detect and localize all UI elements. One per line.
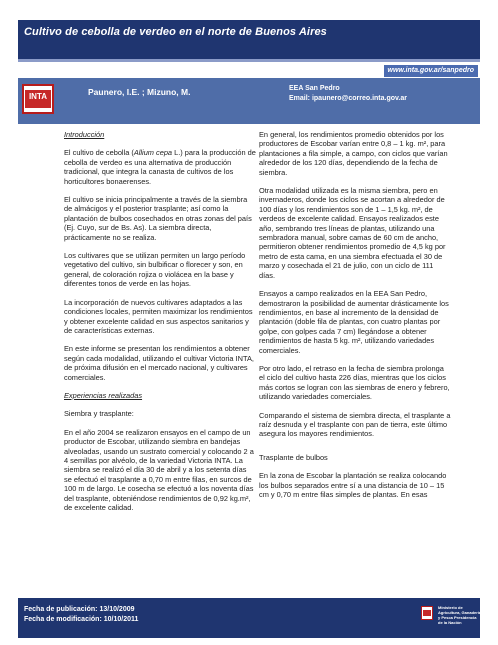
modification-date: Fecha de modificación: 10/10/2011 [24, 616, 139, 623]
ministry-text: Ministerio de Agricultura, Ganadería y Pesca Presidencia de la Nación [438, 605, 482, 625]
intro-p1-text-a: El cultivo de cebolla ( [64, 148, 134, 158]
document-page [18, 20, 480, 638]
url-strip [18, 65, 480, 77]
footer-inta-logo [421, 606, 433, 620]
intro-paragraph-5: En este informe se presentan los rendimientos a obtener según cada modalidad, utilizando el cultivar Victoria INTA, de próxima difusión en el mercado nacional, y cultivares comerciales. [64, 344, 254, 382]
document-title: Cultivo de cebolla de verdeo en el norte de Buenos Aires [24, 26, 327, 38]
station-info [289, 84, 407, 104]
intro-paragraph-3: Los cultivares que se utilizan permiten un largo período vegetativo del cultivo, sin bulbificar o florecer y son, en general, de coloración rojiza o violácea en la base y diferentes tonos de verde en las hojas. [64, 251, 246, 289]
right-paragraph-2: Otra modalidad utilizada es la misma siembra, pero en invernaderos, donde los ciclos se acortan a alrededor de 100 días y los rendimientos son de 1 – 1,5 kg. m², de verdeos de excelente calidad. Ensayos realizados este año, sembrando tres líneas de plantas, utilizando una sembradora manual, sobre camas de 60 cm de ancho, permitieron obtener rendimientos promedio de 4,5 kg por metro de esta cama, en una siembra efectuada el 30 de marzo y cosechada el 21 de julio, con un ciclo de 111 días. [259, 186, 446, 280]
station-name: EEA San Pedro [289, 85, 340, 92]
intro-paragraph-2: El cultivo se inicia principalmente a través de la siembra de almácigos y el posterior trasplante; así como la plantación de bulbos cosechados en otras zonas del país (Ej. Cuyo, sur de Bs. As). La siembra directa, prácticamente no se realiza. [64, 195, 252, 242]
authors: Paunero, I.E. ; Mizuno, M. [88, 87, 191, 97]
intro-p1-text-b: L.) para la producción de cebolla de verdeo es una alternativa de producción tradicional, que integra la canasta de cultivos de los horticultores bonaerenses. [64, 148, 256, 186]
right-paragraph-5: Comparando el sistema de siembra directa, el trasplante a raíz desnuda y el trasplante con pan de tierra, este último asegura los mayores rendimientos. [259, 410, 451, 439]
intro-paragraph-1 [64, 148, 256, 186]
intro-paragraph-4: La incorporación de nuevos cultivares adaptados a las condiciones locales, permiten maximizar los rendimientos y obtener excelente calidad en sus aspectos sanitarios y de características externas. [64, 297, 253, 335]
right-paragraph-3: Ensayos a campo realizados en la EEA San Pedro, demostraron la posibilidad de aumentar drásticamente los rendimientos, en base al incremento de la densidad de plantación (doble fila de plantas, con cuatro plantas por golpe, con golpes cada 7 cm) llegándose a obtener rendimientos de hasta 5 kg. m², utilizando variedades comerciales. [259, 289, 449, 355]
sowing-heading: Siembra y trasplante: [64, 409, 134, 419]
publication-dates [24, 605, 138, 625]
footer [18, 598, 480, 638]
site-url-link[interactable]: www.inta.gov.ar/sanpedro [384, 65, 478, 77]
author-band [18, 78, 480, 124]
right-column [259, 130, 451, 508]
title-banner [18, 20, 480, 62]
species-name: Allium cepa [133, 148, 173, 158]
intro-heading: Introducción [64, 130, 105, 139]
right-paragraph-4: Por otro lado, el retraso en la fecha de siembra prolonga el ciclo del cultivo hasta 226 días, mientras que los ciclos más cortos se logran con las siembras de enero y febrero, utilizando variedades comerciales. [259, 363, 450, 402]
footer-inta-logo-mark [423, 610, 431, 616]
experiences-heading: Experiencias realizadas [64, 390, 143, 400]
right-paragraph-1: En general, los rendimientos promedio obtenidos por los productores de Escobar varían entre 0,8 – 1 kg. m², para plantaciones a fila simple, a campo, con ciclos que varían alrededor de los 120 días, dependiendo de la fecha de siembra. [259, 130, 448, 177]
inta-logo [22, 84, 54, 114]
inta-logo-text: INTA [28, 92, 48, 101]
left-column [64, 130, 256, 521]
publication-date: Fecha de publicación: 13/10/2009 [24, 606, 135, 613]
sowing-paragraph: En el año 2004 se realizaron ensayos en el campo de un productor de Escobar, utilizando siembra en bandejas alveoladas, usando un sustrato comercial y colocando 2 a 4 semillas por alvéolo, de la variedad Victoria INTA. La siembra se realizó el día 30 de abril y a los setenta días se efectuó el trasplante a 0,70 m entre filas, en surcos de 100 m de largo. Le cosecha se efectuó a los noventa días del trasplante, obteniéndose rendimientos de 0,92 kg.m², de excelente calidad. [64, 427, 254, 512]
author-email[interactable]: Email: ipaunero@correo.inta.gov.ar [289, 95, 407, 102]
bulb-transplant-paragraph: En la zona de Escobar la plantación se realiza colocando los bulbos separados entre sí a una distancia de 10 – 15 cm y 0,70 m entre filas simples de plantas. En esas [259, 471, 447, 499]
bulb-transplant-heading: Trasplante de bulbos [259, 452, 328, 462]
